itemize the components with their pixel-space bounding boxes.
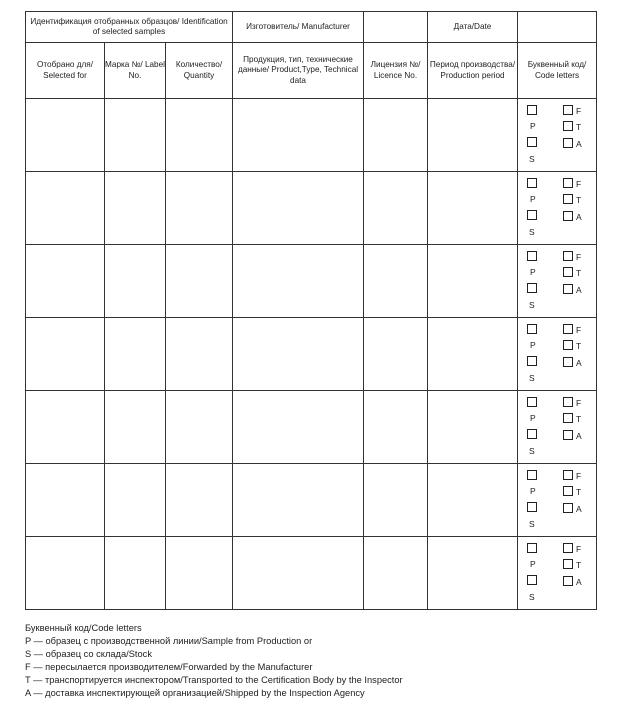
- code-label-s: S: [529, 592, 535, 602]
- label-no-cell[interactable]: [105, 99, 166, 172]
- quantity-cell[interactable]: [166, 537, 233, 610]
- label-no-cell[interactable]: [105, 464, 166, 537]
- code-label-t: T: [576, 487, 582, 497]
- production-period-cell[interactable]: [428, 391, 518, 464]
- selected-for-cell[interactable]: [26, 464, 105, 537]
- product-cell[interactable]: [233, 172, 364, 245]
- checkbox-f[interactable]: [563, 251, 573, 261]
- code-label-f: F: [576, 325, 582, 335]
- table-row: [26, 537, 597, 610]
- code-letters-cell: [518, 391, 597, 464]
- checkbox-p[interactable]: [527, 324, 537, 334]
- sample-identification-table: [25, 11, 597, 610]
- product-cell[interactable]: [233, 318, 364, 391]
- code-label-f: F: [576, 471, 582, 481]
- label-no-cell[interactable]: [105, 245, 166, 318]
- code-letters-cell: [518, 537, 597, 610]
- quantity-cell[interactable]: [166, 99, 233, 172]
- legend-item-t: T — транспортируется инспектором/Transported to the Certification Body by the Inspector: [25, 675, 403, 685]
- code-label-t: T: [576, 195, 582, 205]
- table-row: [26, 99, 597, 172]
- table-row: [26, 245, 597, 318]
- checkbox-s[interactable]: [527, 575, 537, 585]
- licence-no-cell[interactable]: [364, 464, 428, 537]
- quantity-cell[interactable]: [166, 318, 233, 391]
- code-label-f: F: [576, 106, 582, 116]
- checkbox-a[interactable]: [563, 503, 573, 513]
- checkbox-f[interactable]: [563, 543, 573, 553]
- checkbox-s[interactable]: [527, 210, 537, 220]
- production-period-cell[interactable]: [428, 537, 518, 610]
- col-label-no: Марка №/ Label No.: [105, 43, 166, 99]
- code-label-t: T: [576, 268, 582, 278]
- checkbox-p[interactable]: [527, 105, 537, 115]
- selected-for-cell[interactable]: [26, 318, 105, 391]
- checkbox-f[interactable]: [563, 470, 573, 480]
- selected-for-cell[interactable]: [26, 391, 105, 464]
- col-selected-for: Отобрано для/ Selected for: [26, 43, 105, 99]
- col-licence-no: Лицензия №/ Licence No.: [364, 43, 428, 99]
- checkbox-t[interactable]: [563, 121, 573, 131]
- checkbox-p[interactable]: [527, 397, 537, 407]
- date-header: Дата/Date: [428, 12, 518, 43]
- quantity-cell[interactable]: [166, 172, 233, 245]
- checkbox-t[interactable]: [563, 413, 573, 423]
- code-label-p: P: [530, 194, 536, 204]
- code-label-f: F: [576, 252, 582, 262]
- code-label-a: A: [576, 285, 582, 295]
- table-row: [26, 391, 597, 464]
- label-no-cell[interactable]: [105, 537, 166, 610]
- product-cell[interactable]: [233, 245, 364, 318]
- checkbox-a[interactable]: [563, 211, 573, 221]
- code-letters-cell: [518, 99, 597, 172]
- checkbox-f[interactable]: [563, 397, 573, 407]
- checkbox-s[interactable]: [527, 283, 537, 293]
- selected-for-cell[interactable]: [26, 537, 105, 610]
- product-cell[interactable]: [233, 99, 364, 172]
- production-period-cell[interactable]: [428, 318, 518, 391]
- product-cell[interactable]: [233, 537, 364, 610]
- quantity-cell[interactable]: [166, 391, 233, 464]
- checkbox-p[interactable]: [527, 178, 537, 188]
- code-letters-cell: [518, 245, 597, 318]
- manufacturer-header: Изготовитель/ Manufacturer: [233, 12, 364, 43]
- checkbox-a[interactable]: [563, 430, 573, 440]
- licence-no-cell[interactable]: [364, 245, 428, 318]
- checkbox-s[interactable]: [527, 429, 537, 439]
- code-letters-cell: [518, 318, 597, 391]
- code-label-a: A: [576, 139, 582, 149]
- production-period-cell[interactable]: [428, 245, 518, 318]
- code-letters-cell: [518, 464, 597, 537]
- code-label-s: S: [529, 519, 535, 529]
- checkbox-t[interactable]: [563, 267, 573, 277]
- code-label-t: T: [576, 341, 582, 351]
- production-period-cell[interactable]: [428, 464, 518, 537]
- production-period-cell[interactable]: [428, 172, 518, 245]
- checkbox-s[interactable]: [527, 356, 537, 366]
- code-label-p: P: [530, 413, 536, 423]
- table-row: [26, 172, 597, 245]
- label-no-cell[interactable]: [105, 172, 166, 245]
- col-production-period: Период производства/ Production period: [428, 43, 518, 99]
- checkbox-p[interactable]: [527, 543, 537, 553]
- checkbox-p[interactable]: [527, 251, 537, 261]
- code-label-s: S: [529, 154, 535, 164]
- code-label-s: S: [529, 300, 535, 310]
- code-label-a: A: [576, 431, 582, 441]
- code-label-t: T: [576, 122, 582, 132]
- code-label-f: F: [576, 398, 582, 408]
- selected-for-cell[interactable]: [26, 245, 105, 318]
- col-quantity: Количество/ Quantity: [166, 43, 233, 99]
- code-label-p: P: [530, 267, 536, 277]
- code-label-a: A: [576, 212, 582, 222]
- code-label-p: P: [530, 559, 536, 569]
- checkbox-a[interactable]: [563, 138, 573, 148]
- table-row: [26, 318, 597, 391]
- identification-header: Идентификация отобранных образцов/ Identification of selected samples: [26, 12, 233, 43]
- code-label-a: A: [576, 358, 582, 368]
- code-label-p: P: [530, 486, 536, 496]
- table-row: [26, 464, 597, 537]
- licence-no-cell[interactable]: [364, 318, 428, 391]
- production-period-cell[interactable]: [428, 99, 518, 172]
- checkbox-f[interactable]: [563, 324, 573, 334]
- code-label-s: S: [529, 373, 535, 383]
- legend-item-a: A — доставка инспектирующей организацией/Shipped by the Inspection Agency: [25, 688, 365, 698]
- legend-item-p: P — образец с производственной линии/Sample from Production or: [25, 636, 313, 646]
- col-product: Продукция, тип, технические данные/ Product,Type, Technical data: [233, 43, 364, 99]
- code-label-t: T: [576, 560, 582, 570]
- empty-header-cell: [364, 12, 428, 43]
- col-code-letters: Буквенный код/ Code letters: [518, 43, 597, 99]
- label-no-cell[interactable]: [105, 318, 166, 391]
- licence-no-cell[interactable]: [364, 99, 428, 172]
- legend-item-f: F — пересылается производителем/Forwarded by the Manufacturer: [25, 662, 313, 672]
- checkbox-s[interactable]: [527, 502, 537, 512]
- selected-for-cell[interactable]: [26, 99, 105, 172]
- label-no-cell[interactable]: [105, 391, 166, 464]
- code-label-t: T: [576, 414, 582, 424]
- licence-no-cell[interactable]: [364, 391, 428, 464]
- checkbox-s[interactable]: [527, 137, 537, 147]
- product-cell[interactable]: [233, 464, 364, 537]
- empty-header-cell: [518, 12, 597, 43]
- code-letters-legend: [25, 622, 403, 700]
- quantity-cell[interactable]: [166, 245, 233, 318]
- checkbox-t[interactable]: [563, 486, 573, 496]
- selected-for-cell[interactable]: [26, 172, 105, 245]
- code-label-p: P: [530, 340, 536, 350]
- code-label-a: A: [576, 577, 582, 587]
- code-letters-cell: [518, 172, 597, 245]
- checkbox-t[interactable]: [563, 559, 573, 569]
- checkbox-p[interactable]: [527, 470, 537, 480]
- code-label-f: F: [576, 544, 582, 554]
- licence-no-cell[interactable]: [364, 172, 428, 245]
- checkbox-f[interactable]: [563, 105, 573, 115]
- checkbox-a[interactable]: [563, 284, 573, 294]
- product-cell[interactable]: [233, 391, 364, 464]
- code-label-s: S: [529, 227, 535, 237]
- code-label-f: F: [576, 179, 582, 189]
- legend-item-s: S — образец со склада/Stock: [25, 649, 152, 659]
- checkbox-t[interactable]: [563, 194, 573, 204]
- checkbox-a[interactable]: [563, 576, 573, 586]
- code-label-p: P: [530, 121, 536, 131]
- checkbox-f[interactable]: [563, 178, 573, 188]
- licence-no-cell[interactable]: [364, 537, 428, 610]
- legend-title: Буквенный код/Code letters: [25, 623, 142, 633]
- code-label-a: A: [576, 504, 582, 514]
- code-label-s: S: [529, 446, 535, 456]
- quantity-cell[interactable]: [166, 464, 233, 537]
- checkbox-t[interactable]: [563, 340, 573, 350]
- checkbox-a[interactable]: [563, 357, 573, 367]
